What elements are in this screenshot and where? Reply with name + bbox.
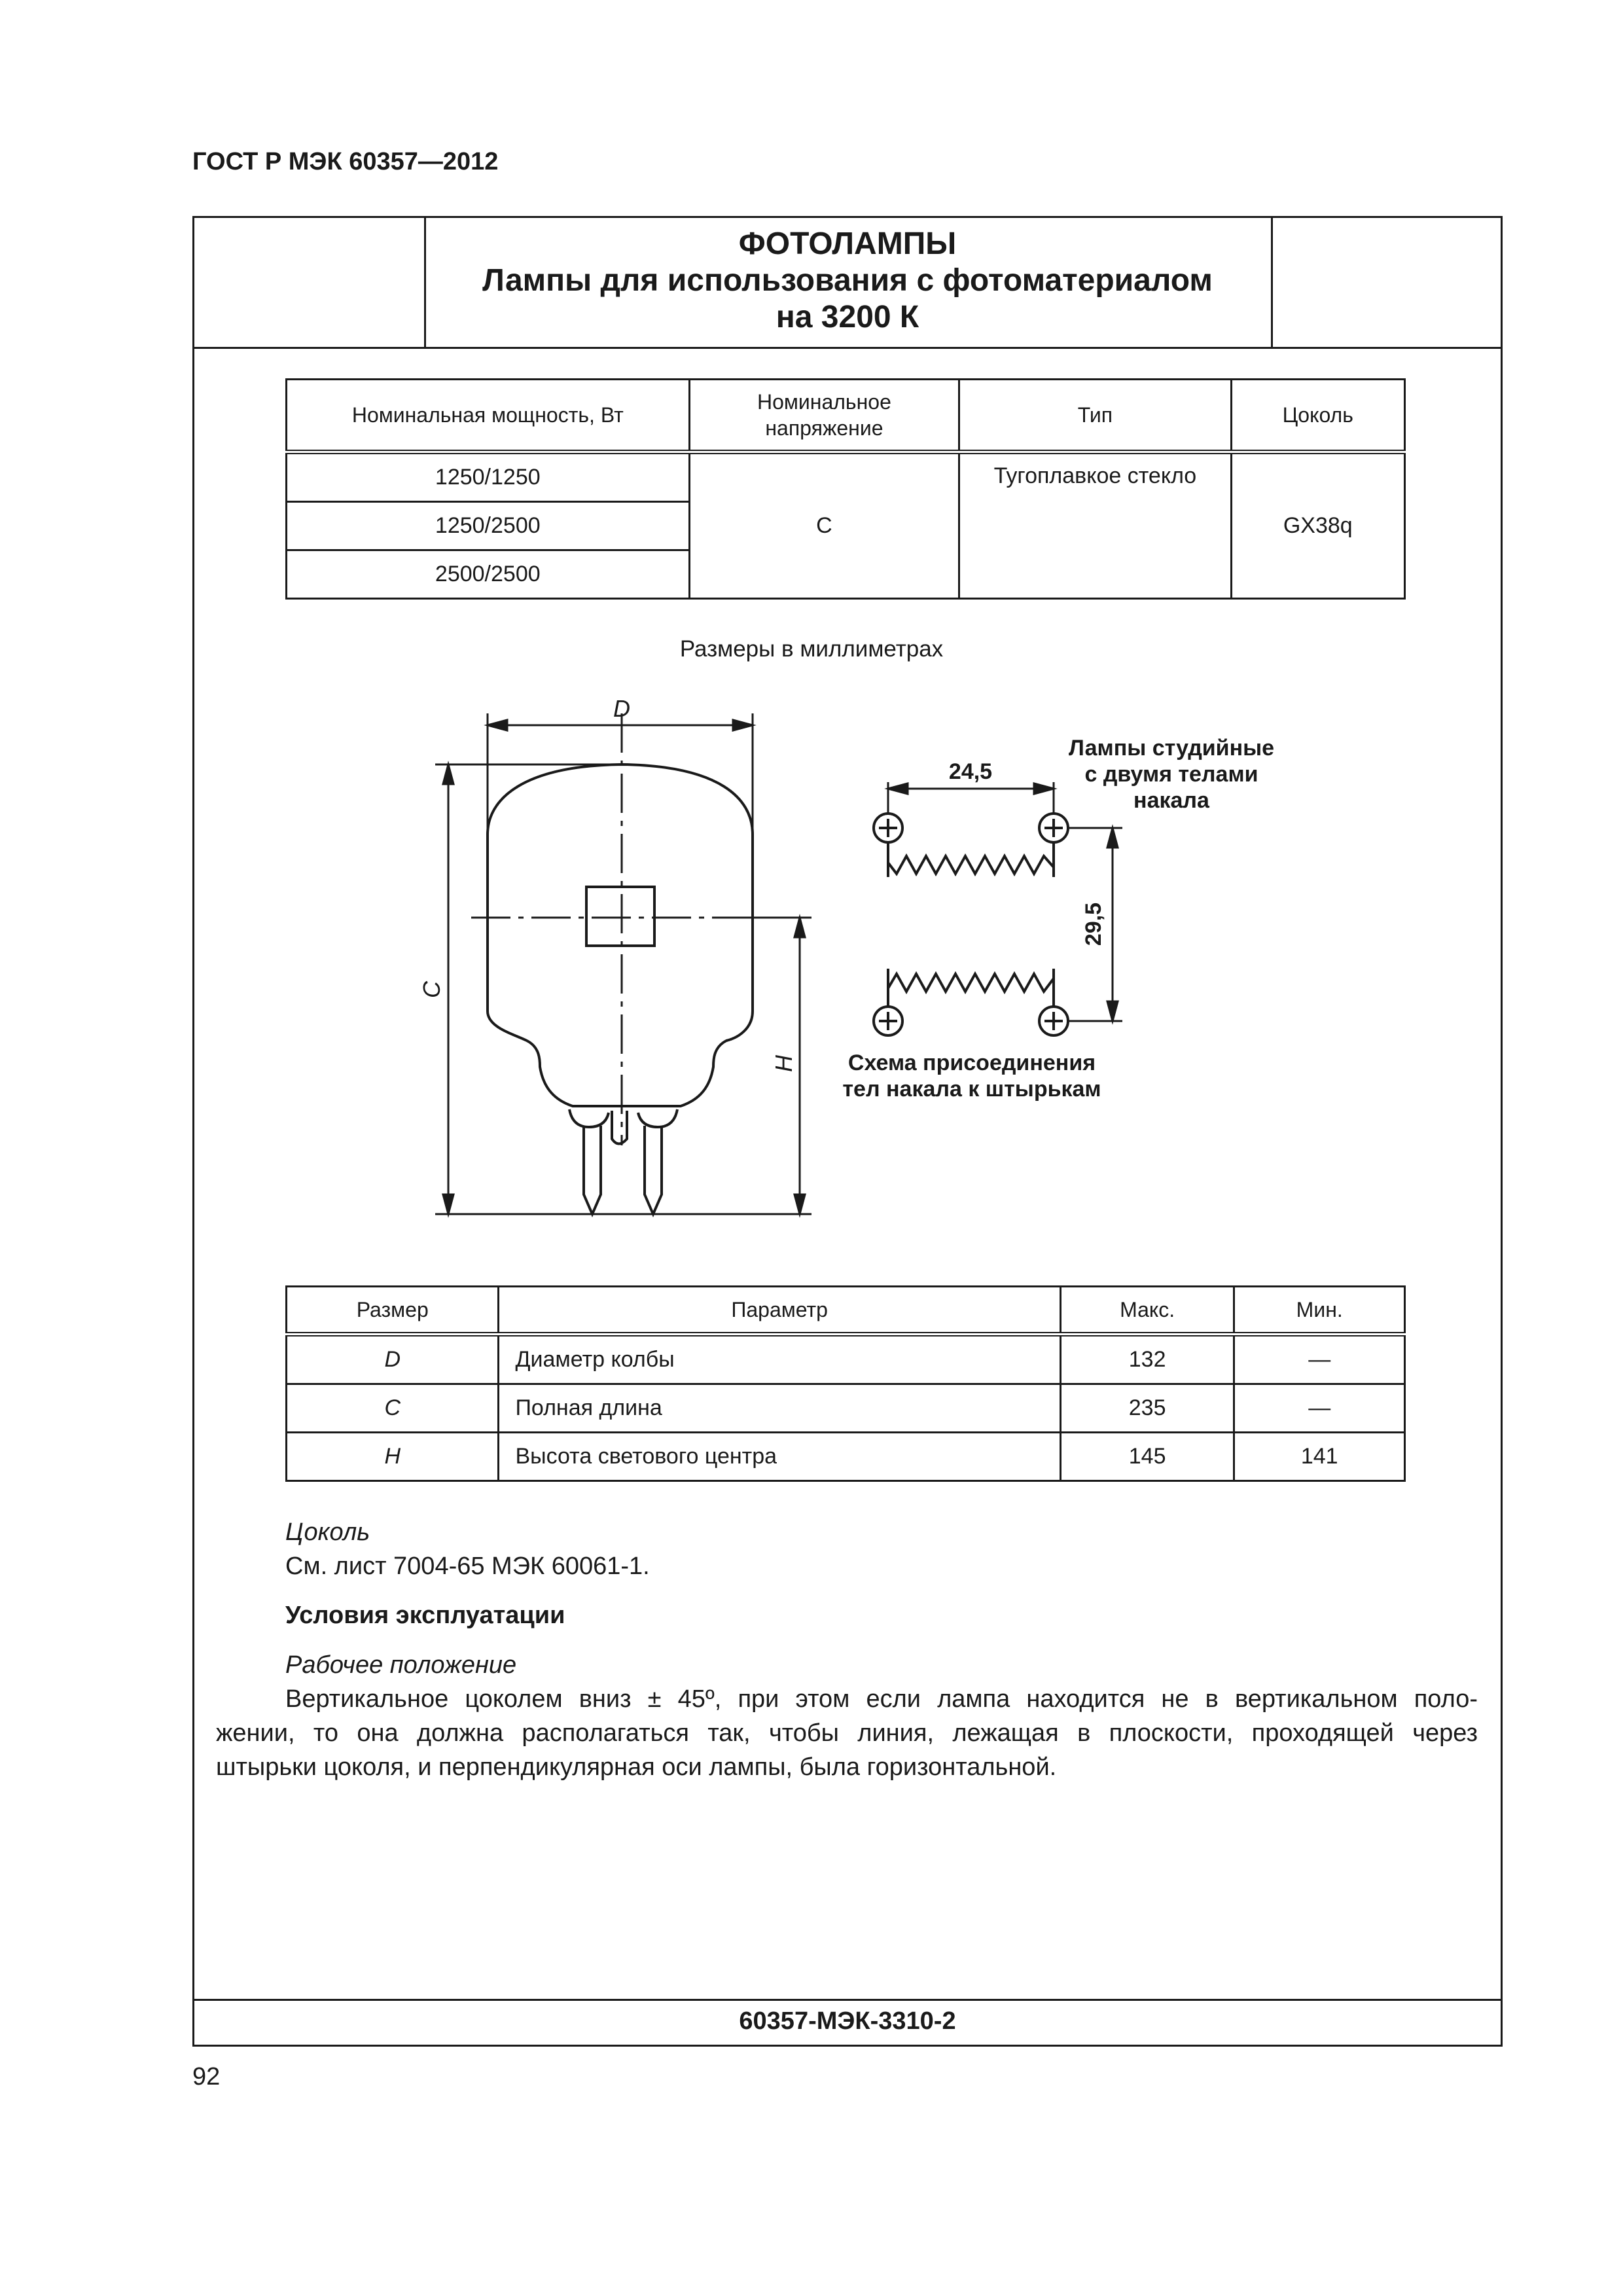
specs-header-power: Номинальная мощность, Вт	[287, 380, 690, 452]
position-heading: Рабочее положение	[285, 1651, 517, 1679]
dim-min-cell: —	[1234, 1384, 1405, 1433]
position-text-line-2: жении, то она должна располагаться так, чтобы линия, лежащая в плоскости, проходящей через	[216, 1719, 1478, 1747]
dim-size-cell: H	[287, 1433, 499, 1481]
c-arrow-top	[443, 764, 454, 784]
standard-header: ГОСТ Р МЭК 60357—2012	[192, 148, 499, 175]
scheme-width-label: 24,5	[948, 759, 993, 784]
scheme-caption-line-1: Схема присоединения	[847, 1050, 1096, 1075]
label-c: C	[418, 981, 445, 998]
dimensions-caption: Размеры в миллиметрах	[679, 636, 944, 662]
h-arrow-bottom	[794, 1194, 805, 1214]
dims-header-size: Размер	[287, 1287, 499, 1335]
dims-header-min: Мин.	[1234, 1287, 1405, 1335]
conditions-heading: Условия эксплуатации	[285, 1602, 565, 1629]
dims-header-max: Макс.	[1060, 1287, 1234, 1335]
dim-size-cell: C	[287, 1384, 499, 1433]
specs-header-base: Цоколь	[1231, 380, 1404, 452]
specs-header-voltage: Номинальное напряжение	[689, 380, 959, 452]
dim-max-cell: 235	[1060, 1384, 1234, 1433]
specs-type-cell: Тугоплавкое стекло	[959, 452, 1231, 599]
table-row	[287, 1384, 1405, 1433]
base-right-cup	[638, 1109, 677, 1127]
base-reference: См. лист 7004-65 МЭК 60061-1.	[285, 1552, 650, 1580]
center-stub	[612, 1111, 627, 1144]
specs-power-cell: 1250/1250	[287, 452, 690, 502]
label-d: D	[613, 695, 630, 722]
d-arrow-right	[733, 720, 753, 730]
studio-note-line-1: Лампы студийные	[1068, 736, 1275, 761]
dimensions-table	[285, 1285, 1406, 1482]
specs-power-cell: 2500/2500	[287, 550, 690, 599]
dim-max-cell: 145	[1060, 1433, 1234, 1481]
left-pin	[584, 1126, 601, 1214]
table-row	[287, 1433, 1405, 1481]
filament-top	[888, 842, 1054, 877]
c-arrow-bottom	[443, 1194, 454, 1214]
dim-size-cell: D	[287, 1335, 499, 1384]
dim-param-cell: Высота светового центра	[499, 1433, 1060, 1481]
scheme-width-arrow-right	[1034, 783, 1054, 794]
dims-header-param: Параметр	[499, 1287, 1060, 1335]
plus-symbols	[879, 819, 1063, 1030]
specs-voltage-cell: С	[689, 452, 959, 599]
label-h: H	[770, 1055, 797, 1072]
page-number: 92	[192, 2063, 221, 2090]
scheme-height-arrow-bottom	[1107, 1001, 1118, 1021]
specs-base-cell: GX38q	[1231, 452, 1404, 599]
scheme-height-label: 29,5	[1081, 902, 1106, 946]
right-pin	[645, 1126, 662, 1214]
scheme-caption-line-2: тел накала к штырькам	[842, 1077, 1101, 1102]
dim-min-cell: 141	[1234, 1433, 1405, 1481]
specs-power-cell: 1250/2500	[287, 502, 690, 550]
table-row	[287, 1335, 1405, 1384]
dim-max-cell: 132	[1060, 1335, 1234, 1384]
title-line-1: ФОТОЛАМПЫ	[738, 226, 957, 261]
dim-param-cell: Диаметр колбы	[499, 1335, 1060, 1384]
specs-header-type: Тип	[959, 380, 1231, 452]
h-arrow-top	[794, 918, 805, 937]
base-heading: Цоколь	[285, 1518, 370, 1546]
filament-square	[586, 887, 654, 946]
title-line-2: Лампы для использования с фотоматериалом	[482, 263, 1213, 298]
bulb-outline	[488, 764, 753, 1106]
scheme-height-arrow-top	[1107, 828, 1118, 848]
title-line-3: на 3200 К	[776, 300, 919, 334]
filament-bottom	[888, 969, 1054, 1007]
position-text-line-1: Вертикальное цоколем вниз ± 45º, при этом если лампа находится не в вертикальном поло-	[285, 1685, 1478, 1713]
position-text-line-3: штырьки цоколя, и перпендикулярная оси лампы, была горизонтальной.	[216, 1753, 1057, 1781]
d-arrow-left	[488, 720, 507, 730]
scheme-width-arrow-left	[888, 783, 908, 794]
studio-note-line-3: накала	[1133, 788, 1209, 813]
base-left-cup	[569, 1109, 609, 1127]
dim-min-cell: —	[1234, 1335, 1405, 1384]
dim-param-cell: Полная длина	[499, 1384, 1060, 1433]
studio-note-line-2: с двумя телами	[1084, 762, 1258, 787]
sheet-code: 60357-МЭК-3310-2	[739, 2007, 956, 2035]
